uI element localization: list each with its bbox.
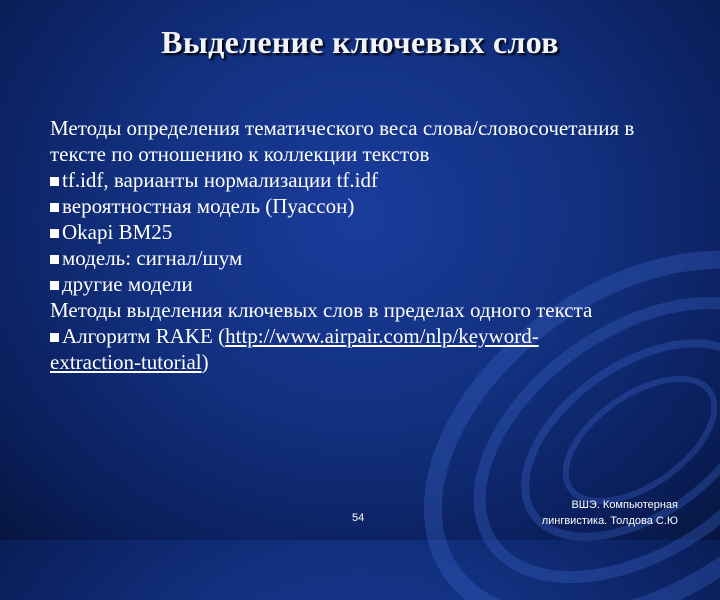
bullet-text: другие модели [62,272,193,296]
rake-link-line-1: http://www.airpair.com/nlp/keyword- [225,324,539,348]
bullet-text: вероятностная модель (Пуассон) [62,194,355,218]
credit-line-1: ВШЭ. Компьютерная [571,499,678,511]
bullet-text: модель: сигнал/шум [62,246,243,270]
rake-suffix: ) [201,350,209,374]
square-bullet-icon [50,177,59,186]
bullet-item [50,245,690,271]
rake-bullet-item [50,323,690,375]
bullet-item [50,193,690,219]
square-bullet-icon [50,229,59,238]
square-bullet-icon [50,333,59,342]
intro-paragraph-2: Методы выделения ключевых слов в пределах одного текста [50,298,593,322]
page-number: 54 [352,512,365,524]
slide-content [50,115,690,375]
intro-paragraph-1: Методы определения тематического веса слова/словосочетания в тексте по отношению к коллекции текстов [50,116,635,166]
rake-prefix: Алгоритм RAKE ( [62,324,226,348]
bullet-text: Okapi BM25 [62,220,173,244]
square-bullet-icon [50,203,59,212]
bullet-item [50,219,690,245]
square-bullet-icon [50,281,59,290]
bullet-item [50,271,690,297]
footer-credit [542,497,678,529]
slide-title: Выделение ключевых слов [161,24,559,60]
square-bullet-icon [50,255,59,264]
bullet-text: tf.idf, варианты нормализации tf.idf [62,168,378,192]
credit-line-2: лингвистика. Толдова С.Ю [541,515,678,527]
rake-link-line-2: extraction-tutorial [50,350,202,374]
bullet-item [50,167,690,193]
